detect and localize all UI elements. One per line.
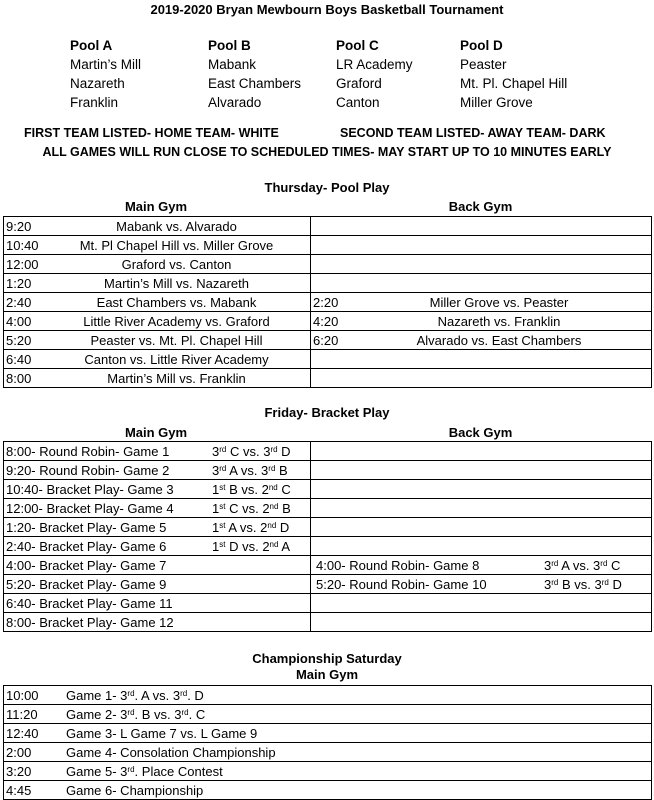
game-description-mid: . Place Contest: [134, 763, 223, 779]
game-time: 10:00: [6, 687, 39, 703]
friday-title: Friday- Bracket Play: [264, 405, 390, 420]
championship-cell: [4, 762, 652, 781]
back-gym-cell: [311, 350, 652, 369]
matchup: Canton vs. Little River Academy: [84, 351, 269, 367]
back-gym-cell: [311, 442, 652, 461]
back-gym-cell: [311, 575, 652, 594]
table-row: [4, 236, 652, 255]
pool-b: [208, 36, 301, 112]
pool-team: Canton: [336, 95, 380, 110]
seed-pool: D: [277, 443, 291, 459]
back-gym-cell: [311, 255, 652, 274]
main-gym-cell: [4, 293, 311, 312]
main-gym-cell: [4, 594, 311, 613]
seed-ordinal: rd: [270, 444, 278, 454]
seed-number: 3: [544, 576, 552, 592]
main-gym-cell: [4, 312, 311, 331]
game-time: 4:20: [313, 313, 339, 329]
game-time: 2:40: [6, 294, 32, 310]
seed-ordinal: st: [219, 539, 226, 549]
pool-team: Franklin: [70, 95, 119, 110]
back-gym-cell: [311, 480, 652, 499]
seed-ordinal: nd: [268, 482, 278, 492]
game-label: 8:00- Round Robin- Game 1: [6, 443, 170, 459]
seed-number: 3: [263, 443, 271, 459]
table-row: [4, 781, 652, 800]
matchup: East Chambers vs. Mabank: [96, 294, 257, 310]
game-time: 3:20: [6, 763, 32, 779]
seed-ordinal: nd: [267, 520, 277, 530]
pool-name: Pool C: [336, 38, 379, 53]
back-gym-cell: [311, 274, 652, 293]
game-time: 6:40: [6, 351, 32, 367]
championship-cell: [4, 743, 652, 762]
pool-d: [460, 36, 567, 112]
back-gym-cell: [311, 613, 652, 632]
matchup: Mt. Pl Chapel Hill vs. Miller Grove: [79, 237, 274, 253]
game-time: 4:00: [6, 313, 32, 329]
game-label: 5:20- Round Robin- Game 10: [316, 576, 487, 592]
back-gym-cell: [311, 461, 652, 480]
seed-ordinal: st: [219, 482, 226, 492]
game-label: 6:40- Bracket Play- Game 11: [6, 595, 173, 611]
main-gym-cell: [4, 613, 311, 632]
seed-ordinal: st: [219, 520, 226, 530]
pool-team: Miller Grove: [460, 95, 533, 110]
seed-ordinal: nd: [269, 539, 279, 549]
game-time: 8:00: [6, 370, 32, 386]
table-row: [4, 461, 652, 480]
game-label: 8:00- Bracket Play- Game 12: [6, 614, 174, 630]
seed-pool: B vs.: [225, 481, 262, 497]
main-gym-cell: [4, 461, 311, 480]
seed-pool: A vs.: [226, 462, 262, 478]
table-row: [4, 537, 652, 556]
game-time: 10:40: [6, 237, 39, 253]
seed-pool: B: [278, 500, 291, 516]
game-time: 2:20: [313, 294, 339, 310]
game-label: 4:00- Bracket Play- Game 7: [6, 557, 167, 573]
pool-name: Pool A: [70, 38, 113, 53]
seed-pool: A vs.: [558, 557, 594, 573]
pool-team: Peaster: [460, 57, 507, 72]
pool-name: Pool D: [460, 38, 503, 53]
seed-ordinal: nd: [269, 501, 279, 511]
pool-team: Mabank: [208, 57, 257, 72]
game-time: 2:00: [6, 744, 32, 760]
seed-number: 2: [260, 519, 268, 535]
matchup: Martin’s Mill vs. Franklin: [107, 370, 246, 386]
friday-schedule-table: [3, 441, 652, 632]
game-description: Game 1- 3: [66, 687, 128, 703]
back-gym-cell: [311, 537, 652, 556]
main-gym-cell: [4, 350, 311, 369]
matchup: Mabank vs. Alvarado: [116, 218, 237, 234]
matchup: Nazareth vs. Franklin: [437, 313, 561, 329]
seed-matchup: [212, 444, 291, 459]
seed-ordinal: rd: [219, 444, 227, 454]
championship-cell: [4, 781, 652, 800]
seed-number: 3: [593, 557, 601, 573]
saturday-schedule-table: [3, 685, 652, 800]
game-label: 5:20- Bracket Play- Game 9: [6, 576, 167, 592]
seed-pool: B: [275, 462, 288, 478]
matchup: Graford vs. Canton: [121, 256, 232, 272]
seed-ordinal: rd: [268, 463, 276, 473]
game-time: 12:00: [6, 256, 39, 272]
main-gym-cell: [4, 480, 311, 499]
seed-matchup: [212, 501, 291, 516]
table-row: [4, 312, 652, 331]
game-description: Game 4- Consolation Championship: [66, 744, 276, 760]
game-time: 1:20: [6, 275, 32, 291]
game-description-mid: . A vs. 3: [134, 687, 181, 703]
friday-main-gym-heading: Main Gym: [124, 425, 188, 440]
thursday-main-gym-heading: Main Gym: [124, 199, 188, 214]
back-gym-cell: [311, 293, 652, 312]
main-gym-cell: [4, 518, 311, 537]
table-row: [4, 613, 652, 632]
seed-pool: A: [278, 538, 291, 554]
main-gym-cell: [4, 537, 311, 556]
game-label: 10:40- Bracket Play- Game 3: [6, 481, 174, 497]
pool-team: Mt. Pl. Chapel Hill: [460, 76, 568, 91]
seed-ordinal: rd: [127, 764, 135, 774]
seed-number: 3: [212, 443, 220, 459]
table-row: [4, 331, 652, 350]
seed-number: 1: [212, 519, 220, 535]
back-gym-cell: [311, 331, 652, 350]
game-time: 12:40: [6, 725, 39, 741]
seed-pool: C vs.: [226, 443, 264, 459]
table-row: [4, 499, 652, 518]
back-gym-cell: [311, 556, 652, 575]
seed-number: 3: [261, 462, 269, 478]
table-row: [4, 217, 652, 236]
saturday-main-gym-heading: Main Gym: [295, 667, 359, 682]
pool-name: Pool B: [208, 38, 251, 53]
game-time: 5:20: [6, 332, 32, 348]
game-description-mid: . B vs. 3: [134, 706, 182, 722]
table-row: [4, 686, 652, 705]
game-description: Game 3- L Game 7 vs. L Game 9: [66, 725, 258, 741]
championship-cell: [4, 686, 652, 705]
seed-ordinal: st: [219, 501, 226, 511]
table-row: [4, 594, 652, 613]
friday-back-gym-heading: Back Gym: [448, 425, 513, 440]
seed-number: 1: [212, 481, 220, 497]
seed-pool: D: [276, 519, 290, 535]
game-description-end: . C: [188, 706, 206, 722]
table-row: [4, 274, 652, 293]
game-time: 6:20: [313, 332, 339, 348]
seed-number: 3: [212, 462, 220, 478]
seed-pool: B vs.: [558, 576, 595, 592]
main-gym-cell: [4, 255, 311, 274]
seed-pool: D vs.: [225, 538, 263, 554]
table-row: [4, 762, 652, 781]
championship-cell: [4, 705, 652, 724]
seed-ordinal: rd: [127, 707, 135, 717]
seed-matchup: [544, 577, 622, 592]
game-description: Game 6- Championship: [66, 782, 204, 798]
seed-number: 3: [594, 576, 602, 592]
seed-matchup: [544, 558, 620, 573]
main-gym-cell: [4, 575, 311, 594]
pool-team: Nazareth: [70, 76, 125, 91]
back-gym-cell: [311, 594, 652, 613]
seed-number: 2: [261, 481, 269, 497]
main-gym-cell: [4, 369, 311, 388]
matchup: Peaster vs. Mt. Pl. Chapel Hill: [90, 332, 263, 348]
game-description: Game 5- 3: [66, 763, 128, 779]
table-row: [4, 743, 652, 762]
seed-ordinal: rd: [551, 558, 559, 568]
main-gym-cell: [4, 217, 311, 236]
seed-ordinal: rd: [180, 688, 188, 698]
game-time: 4:45: [6, 782, 32, 798]
seed-pool: A vs.: [225, 519, 261, 535]
back-gym-cell: [311, 217, 652, 236]
main-gym-cell: [4, 556, 311, 575]
seed-number: 3: [544, 557, 552, 573]
seed-matchup: [212, 463, 288, 478]
seed-pool: D: [608, 576, 622, 592]
seed-number: 1: [212, 500, 220, 516]
game-time: 9:20: [6, 218, 32, 234]
back-gym-cell: [311, 518, 652, 537]
thursday-schedule-table: [3, 216, 652, 388]
matchup: Miller Grove vs. Peaster: [429, 294, 569, 310]
pool-team: East Chambers: [208, 76, 302, 91]
main-gym-cell: [4, 331, 311, 350]
main-gym-cell: [4, 236, 311, 255]
seed-pool: C: [277, 481, 291, 497]
timing-notice: ALL GAMES WILL RUN CLOSE TO SCHEDULED TIMES- MAY START UP TO 10 MINUTES EARLY: [42, 145, 612, 159]
game-description: Game 2- 3: [66, 706, 128, 722]
main-gym-cell: [4, 274, 311, 293]
table-row: [4, 705, 652, 724]
thursday-back-gym-heading: Back Gym: [448, 199, 513, 214]
seed-matchup: [212, 482, 291, 497]
main-gym-cell: [4, 499, 311, 518]
table-row: [4, 556, 652, 575]
seed-ordinal: rd: [181, 707, 189, 717]
saturday-title: Championship Saturday: [252, 651, 402, 666]
seed-number: 1: [212, 538, 220, 554]
thursday-title: Thursday- Pool Play: [264, 180, 390, 195]
seed-matchup: [212, 520, 289, 535]
table-row: [4, 369, 652, 388]
pool-team: LR Academy: [336, 57, 413, 72]
table-row: [4, 480, 652, 499]
seed-number: 2: [262, 538, 270, 554]
seed-number: 2: [262, 500, 270, 516]
table-row: [4, 255, 652, 274]
game-label: 2:40- Bracket Play- Game 6: [6, 538, 167, 554]
table-row: [4, 724, 652, 743]
back-gym-cell: [311, 499, 652, 518]
pool-team: Martin’s Mill: [70, 57, 142, 72]
seed-ordinal: rd: [551, 577, 559, 587]
championship-cell: [4, 724, 652, 743]
matchup: Martin’s Mill vs. Nazareth: [104, 275, 249, 291]
pool-team: Alvarado: [208, 95, 262, 110]
game-time: 11:20: [6, 706, 38, 722]
game-label: 1:20- Bracket Play- Game 5: [6, 519, 167, 535]
pool-a: [70, 36, 141, 112]
seed-ordinal: rd: [600, 558, 608, 568]
table-row: [4, 293, 652, 312]
away-team-notice: SECOND TEAM LISTED- AWAY TEAM- DARK: [340, 126, 606, 140]
seed-matchup: [212, 539, 290, 554]
seed-ordinal: rd: [127, 688, 135, 698]
game-description-end: . D: [187, 687, 204, 703]
game-label: 12:00- Bracket Play- Game 4: [6, 500, 174, 516]
seed-pool: C: [607, 557, 621, 573]
table-row: [4, 442, 652, 461]
table-row: [4, 575, 652, 594]
back-gym-cell: [311, 369, 652, 388]
home-team-notice: FIRST TEAM LISTED- HOME TEAM- WHITE: [24, 126, 279, 140]
seed-ordinal: rd: [601, 577, 609, 587]
game-label: 4:00- Round Robin- Game 8: [316, 557, 480, 573]
seed-pool: C vs.: [225, 500, 263, 516]
seed-ordinal: rd: [219, 463, 227, 473]
table-row: [4, 518, 652, 537]
pool-team: Graford: [336, 76, 382, 91]
main-gym-cell: [4, 442, 311, 461]
matchup: Alvarado vs. East Chambers: [416, 332, 582, 348]
document-title: 2019-2020 Bryan Mewbourn Boys Basketball Tournament: [150, 2, 504, 17]
pool-c: [336, 36, 413, 112]
back-gym-cell: [311, 312, 652, 331]
matchup: Little River Academy vs. Graford: [83, 313, 270, 329]
game-label: 9:20- Round Robin- Game 2: [6, 462, 170, 478]
back-gym-cell: [311, 236, 652, 255]
table-row: [4, 350, 652, 369]
